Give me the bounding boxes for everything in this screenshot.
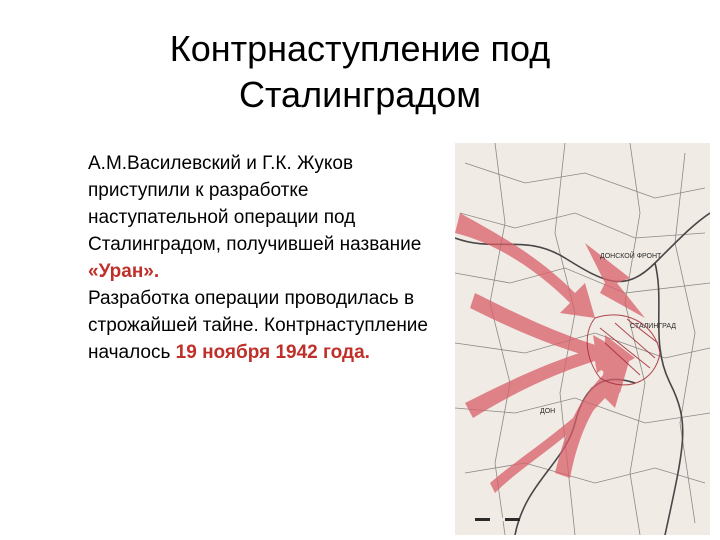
map-label-city: СТАЛИНГРАД (630, 323, 677, 330)
body-text-secrecy: Разработка операции проводилась в строжайшей тайне. Контрнаступление началось (88, 288, 428, 363)
operation-name-highlight: «Уран». (88, 261, 160, 282)
map-paper (455, 143, 710, 535)
slide-title (60, 26, 660, 118)
slide-title-line-1: Контрнаступление под (169, 28, 551, 69)
map-label-front: ДОНСКОЙ ФРОНТ (600, 253, 662, 260)
slide-body-text (88, 150, 443, 366)
battle-map-image (455, 143, 710, 535)
start-date-highlight: 19 ноября 1942 года. (175, 342, 370, 363)
battle-map-drawing (455, 143, 710, 535)
map-scale-bar (460, 518, 520, 521)
body-text-intro: А.М.Василевский и Г.К. Жуков приступили к разработке наступательной операции под Сталинградом, получившей название (88, 153, 422, 255)
map-label-don: ДОН (540, 408, 556, 415)
slide-title-line-2: Сталинградом (238, 74, 482, 115)
